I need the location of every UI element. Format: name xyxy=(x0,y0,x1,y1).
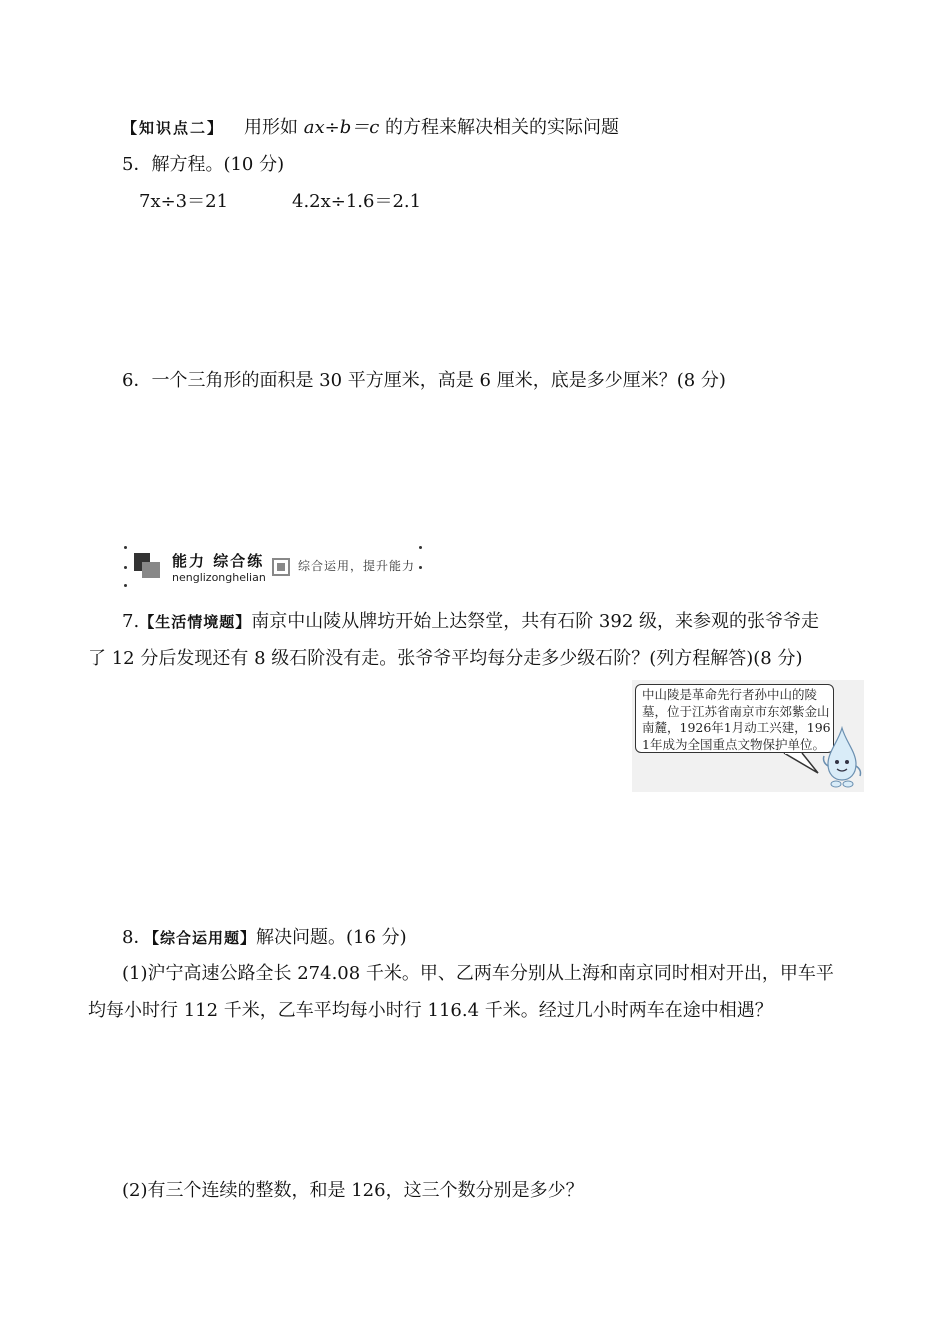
question-7-text-1: 南京中山陵从牌坊开始上达祭堂，共有石阶 392 级，来参观的张爷爷走 xyxy=(251,611,819,632)
banner-logo-icon-shadow xyxy=(142,562,160,578)
banner-dot xyxy=(124,566,127,569)
banner-dot xyxy=(124,584,127,587)
banner-dot xyxy=(419,566,422,569)
question-7-line-1 xyxy=(122,610,819,634)
question-8-sub-1-line-1: (1)沪宁高速公路全长 274.08 千米。甲、乙两车分别从上海和南京同时相对开出，甲车平 xyxy=(122,963,834,984)
equation-2: 4.2x÷1.6＝2.1 xyxy=(292,191,422,212)
question-5: 5．解方程。(10 分) xyxy=(122,154,285,175)
question-7-line-2: 了 12 分后发现还有 8 级石阶没有走。张爷爷平均每分走多少级石阶？(列方程解答)(8 分) xyxy=(88,648,803,669)
water-drop-mascot-icon xyxy=(820,726,864,790)
heading-prefix: 用形如 xyxy=(244,117,304,138)
banner-dot xyxy=(419,546,422,549)
question-8-number: 8． xyxy=(122,927,152,948)
knowledge-point-heading xyxy=(122,116,619,140)
banner-pinyin: nenglizonghelian xyxy=(172,571,266,584)
banner-dot xyxy=(124,546,127,549)
heading-suffix: 的方程来解决相关的实际问题 xyxy=(379,117,620,138)
question-8-text: 解决问题。(16 分) xyxy=(255,927,407,948)
info-bubble-illustration xyxy=(632,680,864,792)
question-8-sub-1-line-2: 均每小时行 112 千米，乙车平均每小时行 116.4 千米。经过几小时两车在途中相遇？ xyxy=(88,1000,773,1021)
knowledge-point-tag: 【知识点二】 xyxy=(122,119,225,137)
question-7-number: 7. xyxy=(122,611,140,632)
banner-title: 能力 综合练 xyxy=(172,552,265,570)
speech-bubble xyxy=(635,684,834,753)
heading-formula: ax÷b＝c xyxy=(303,117,380,138)
question-6: 6．一个三角形的面积是 30 平方厘米，高是 6 厘米，底是多少厘米？(8 分) xyxy=(122,370,726,391)
banner-slogan: 综合运用，提升能力 xyxy=(298,559,416,573)
question-8-tag: 【综合运用题】 xyxy=(151,929,256,947)
bubble-tail-icon xyxy=(782,753,822,775)
bubble-text: 中山陵是革命先行者孙中山的陵墓，位于江苏省南京市东郊紫金山南麓，1926年1月动工兴建，1961年成为全国重点文物保护单位。 xyxy=(642,687,831,752)
question-7-tag: 【生活情境题】 xyxy=(139,613,252,631)
question-8-sub-2: (2)有三个连续的整数，和是 126，这三个数分别是多少？ xyxy=(122,1180,584,1201)
equation-1: 7x÷3＝21 xyxy=(139,191,229,212)
banner-square-icon xyxy=(272,558,290,576)
section-banner xyxy=(124,544,424,588)
question-8-heading xyxy=(122,926,407,950)
